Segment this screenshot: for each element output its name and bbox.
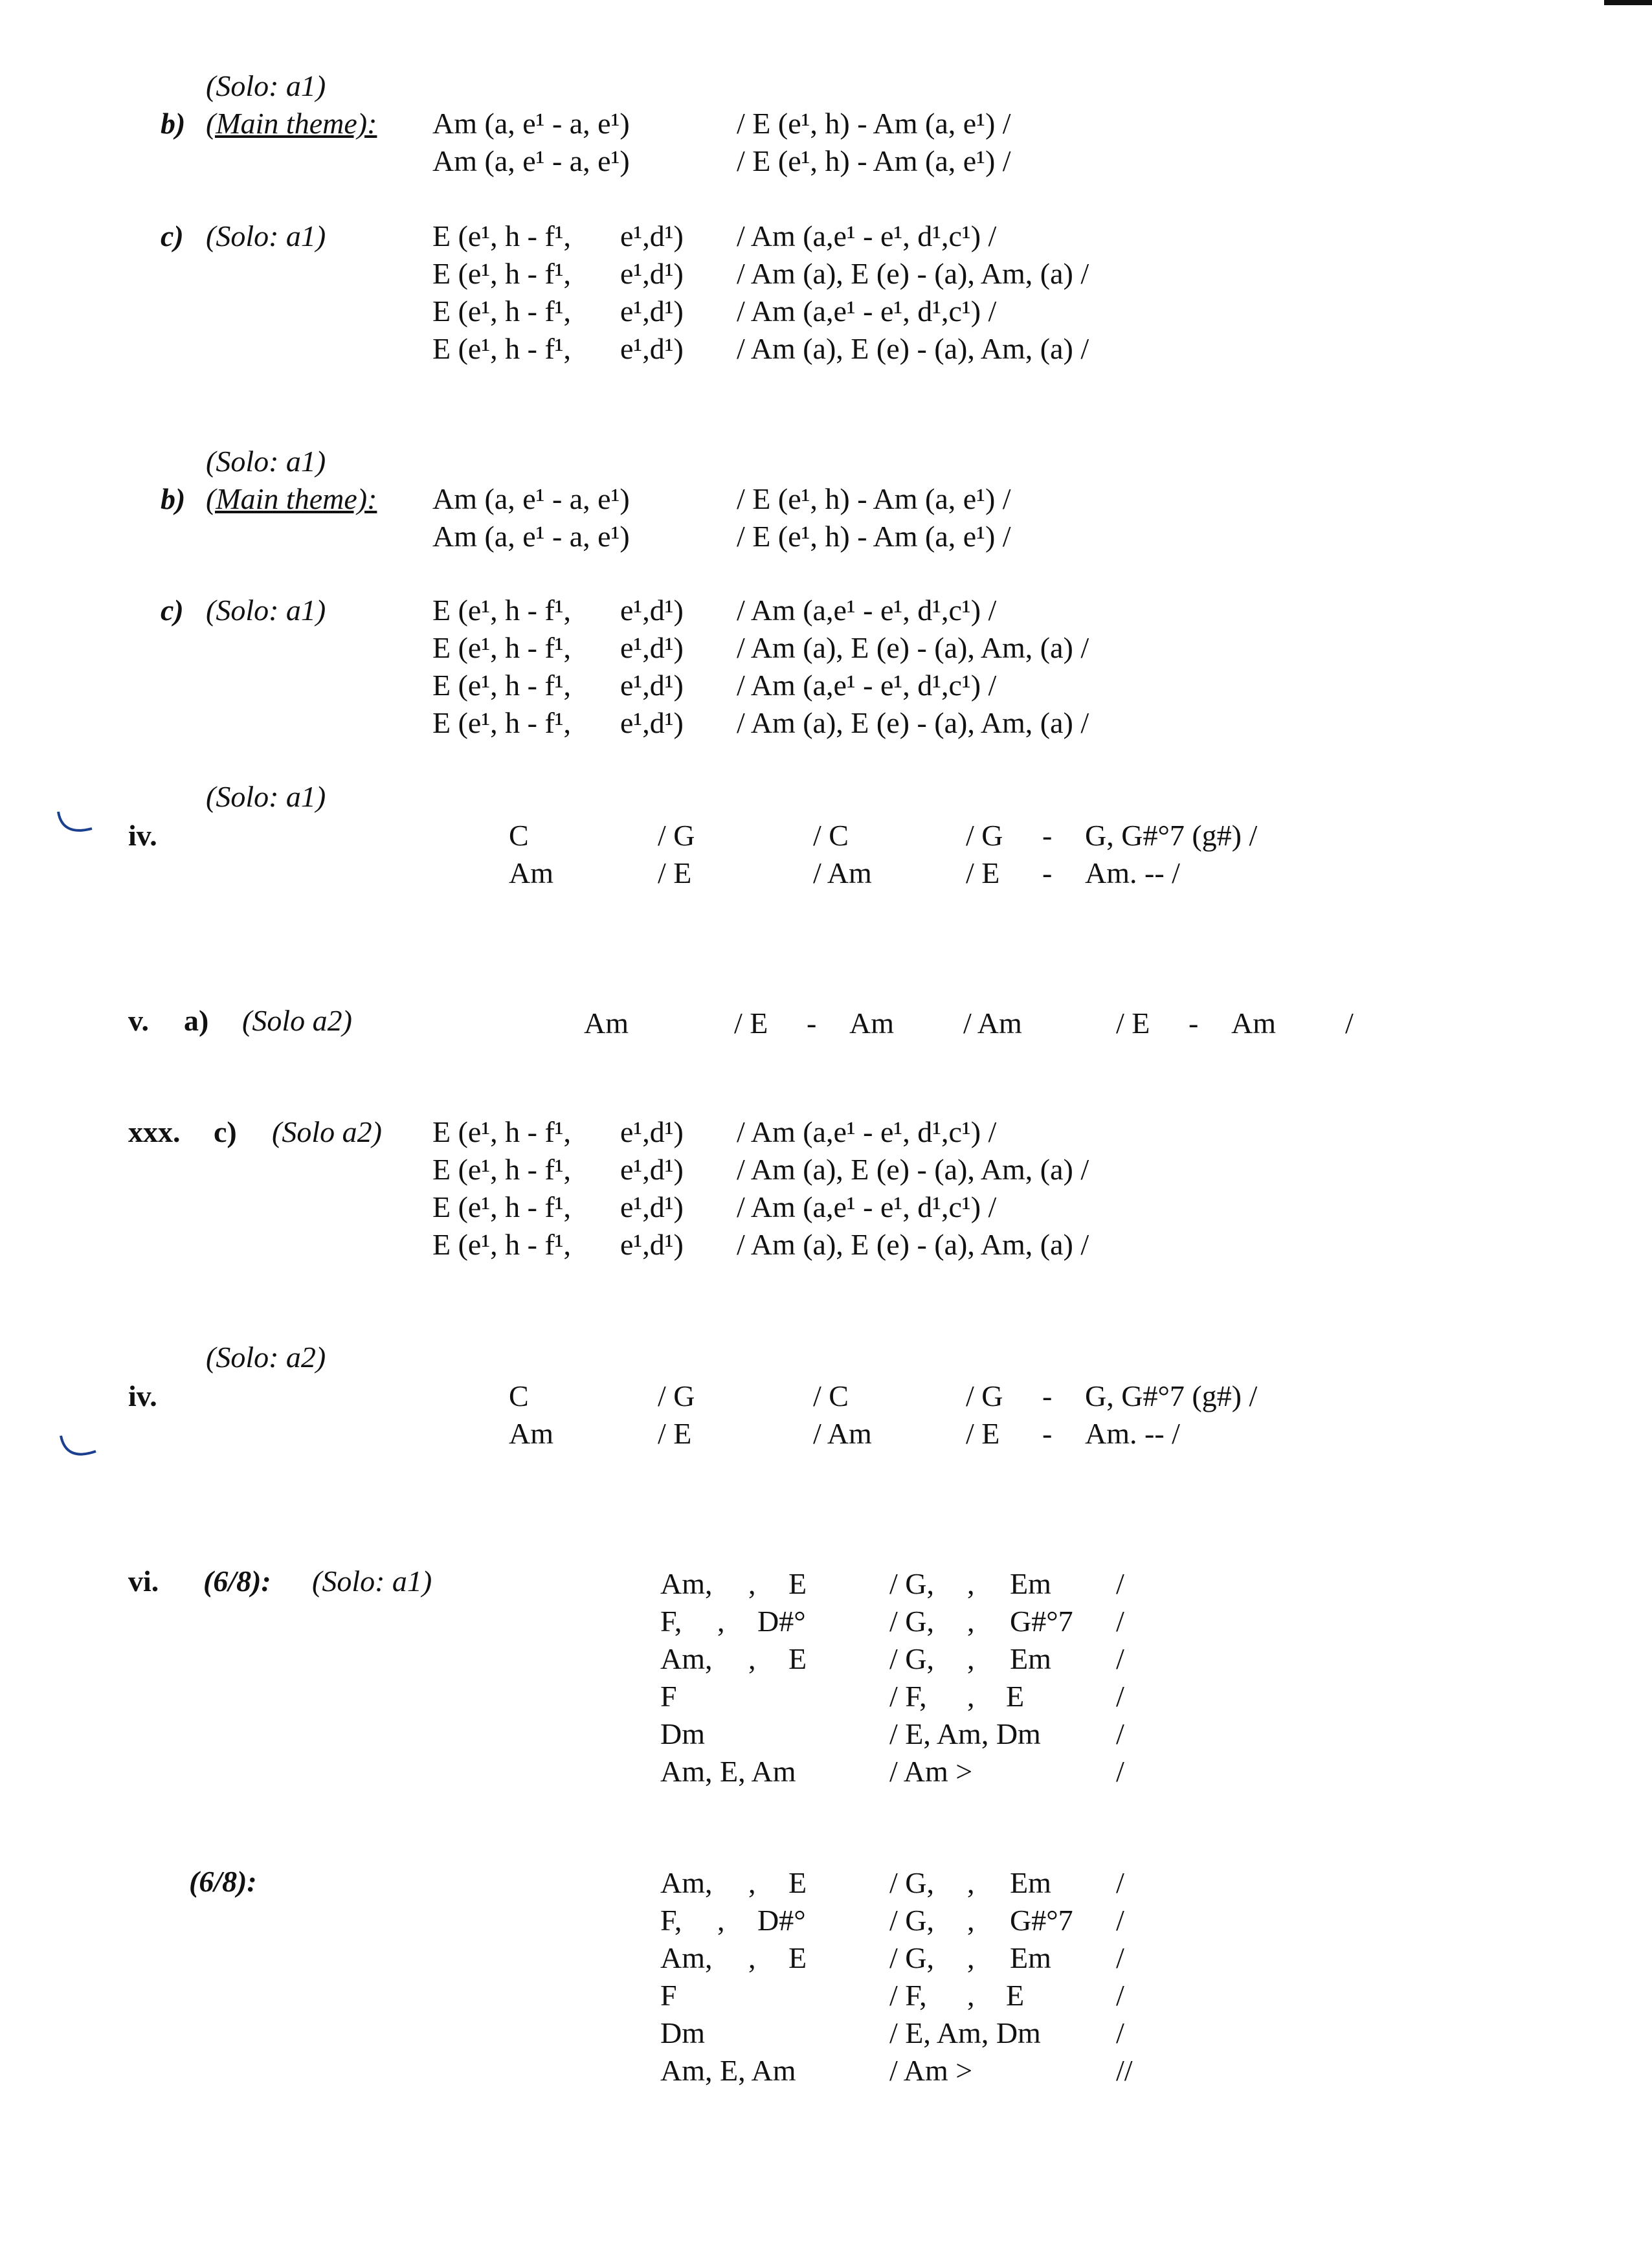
iv1-r1-c2: / G	[658, 819, 695, 852]
theme-c-left-3b2: e¹,d¹)	[620, 1153, 684, 1186]
theme-c-left-2b: E (e¹, h - f¹,	[432, 631, 572, 664]
iv2-r2-c2: / E	[658, 1417, 692, 1450]
v-c8: Am	[1231, 1007, 1276, 1040]
theme-c-right-3d: / Am (a), E (e) - (a), Am, (a) /	[737, 1228, 1089, 1261]
theme-c-left-2c2: e¹,d¹)	[620, 669, 684, 702]
iv2-r2-c1: Am	[509, 1417, 553, 1450]
vi-a-r1-c3: E	[788, 1567, 807, 1600]
vi-a-r4-c1: F	[660, 1680, 677, 1713]
theme-c-left-3d: E (e¹, h - f¹,	[432, 1228, 572, 1261]
iv1-r1-c5: -	[1042, 819, 1053, 852]
vi-a-r4-c6: E	[1006, 1680, 1025, 1713]
theme-c-left-3b: E (e¹, h - f¹,	[432, 1153, 572, 1186]
vi-b-r1-c4: / G,	[889, 1866, 934, 1899]
theme-c-left-3a: E (e¹, h - f¹,	[432, 1115, 572, 1148]
iv2-r1-c2: / G	[658, 1379, 695, 1412]
iv1-r2-c6: Am. -- /	[1085, 856, 1180, 889]
v-c7: -	[1189, 1007, 1199, 1040]
vi-a-r6-c7: /	[1116, 1755, 1124, 1788]
theme-c-right-2c: / Am (a,e¹ - e¹, d¹,c¹) /	[737, 669, 997, 702]
section-c-label-1: c)	[161, 219, 184, 252]
iv1-r1-c3: / C	[813, 819, 849, 852]
vi-b-r2-c7: /	[1116, 1904, 1124, 1937]
main-theme-label-2: (Main theme):	[206, 482, 377, 515]
vi-b-r2-c4: / G,	[889, 1904, 934, 1937]
vi-b-r3-c7: /	[1116, 1941, 1124, 1974]
iv1-r1-c4: / G	[966, 819, 1003, 852]
vi-b-r1-c2: ,	[748, 1866, 756, 1899]
section-v-sub: a)	[184, 1004, 209, 1037]
vi-a-r6-c4: / Am >	[889, 1755, 973, 1788]
theme-c-right-1b: / Am (a), E (e) - (a), Am, (a) /	[737, 257, 1089, 290]
vi-b-r2-c2: ,	[717, 1904, 725, 1937]
iv1-r2-c3: / Am	[813, 856, 872, 889]
vi-b-r4-c6: E	[1006, 1979, 1025, 2012]
vi-a-r1-c2: ,	[748, 1567, 756, 1600]
theme-b-left-1a: Am (a, e¹ - a, e¹)	[432, 107, 630, 140]
theme-c-left-3d2: e¹,d¹)	[620, 1228, 684, 1261]
vi-b-r4-c7: /	[1116, 1979, 1124, 2012]
theme-c-right-3a: / Am (a,e¹ - e¹, d¹,c¹) /	[737, 1115, 997, 1148]
vi-a-r2-c3: D#°	[757, 1605, 806, 1638]
iv2-r2-c6: Am. -- /	[1085, 1417, 1180, 1450]
theme-c-left-1c2: e¹,d¹)	[620, 295, 684, 328]
vi-b-r2-c6: G#°7	[1010, 1904, 1073, 1937]
vi-b-r5-c4: / E, Am, Dm	[889, 2016, 1041, 2049]
iv1-r2-c5: -	[1042, 856, 1053, 889]
solo-label-xxx: (Solo a2)	[272, 1115, 382, 1148]
theme-c-left-2a2: e¹,d¹)	[620, 594, 684, 627]
iv2-r1-c4: / G	[966, 1379, 1003, 1412]
iv1-r2-c4: / E	[966, 856, 1000, 889]
vi-a-r2-c2: ,	[717, 1605, 725, 1638]
vi-a-r3-c5: ,	[967, 1642, 975, 1675]
vi-b-r4-c4: / F,	[889, 1979, 927, 2012]
theme-c-left-2d: E (e¹, h - f¹,	[432, 706, 572, 739]
solo-label-c2: (Solo: a1)	[206, 594, 326, 627]
vi-a-r3-c1: Am,	[660, 1642, 713, 1675]
vi-b-r3-c1: Am,	[660, 1941, 713, 1974]
solo-label-v: (Solo a2)	[242, 1004, 352, 1037]
v-c6: / E	[1116, 1007, 1150, 1040]
theme-c-left-1d: E (e¹, h - f¹,	[432, 332, 572, 365]
margin-bracket-mark-2	[56, 1429, 107, 1468]
theme-c-right-3b: / Am (a), E (e) - (a), Am, (a) /	[737, 1153, 1089, 1186]
vi-a-r3-c2: ,	[748, 1642, 756, 1675]
vi-a-r4-c5: ,	[967, 1680, 975, 1713]
theme-b-left-1b: Am (a, e¹ - a, e¹)	[432, 144, 630, 177]
v-c2: / E	[734, 1007, 768, 1040]
section-b-label-2: b)	[161, 482, 186, 515]
vi-b-r3-c5: ,	[967, 1941, 975, 1974]
theme-c-right-2b: / Am (a), E (e) - (a), Am, (a) /	[737, 631, 1089, 664]
vi-a-r2-c5: ,	[967, 1605, 975, 1638]
theme-b-right-2b: / E (e¹, h) - Am (a, e¹) /	[737, 520, 1011, 553]
meter-label-2: (6/8):	[189, 1865, 257, 1898]
section-iv-label-2: iv.	[128, 1379, 157, 1412]
theme-c-right-3c: / Am (a,e¹ - e¹, d¹,c¹) /	[737, 1190, 997, 1223]
vi-a-r1-c1: Am,	[660, 1567, 713, 1600]
iv2-r1-c3: / C	[813, 1379, 849, 1412]
theme-c-left-2c: E (e¹, h - f¹,	[432, 669, 572, 702]
theme-c-left-3a2: e¹,d¹)	[620, 1115, 684, 1148]
vi-a-r5-c1: Dm	[660, 1717, 705, 1750]
vi-a-r1-c4: / G,	[889, 1567, 934, 1600]
main-theme-label-1: (Main theme):	[206, 107, 377, 140]
vi-a-r2-c7: /	[1116, 1605, 1124, 1638]
iv1-r2-c1: Am	[509, 856, 553, 889]
vi-b-r3-c6: Em	[1010, 1941, 1051, 1974]
theme-c-left-3c: E (e¹, h - f¹,	[432, 1190, 572, 1223]
v-c1: Am	[584, 1007, 629, 1040]
vi-b-r1-c6: Em	[1010, 1866, 1051, 1899]
vi-b-r1-c5: ,	[967, 1866, 975, 1899]
vi-a-r4-c4: / F,	[889, 1680, 927, 1713]
vi-b-r2-c5: ,	[967, 1904, 975, 1937]
theme-c-left-1a: E (e¹, h - f¹,	[432, 219, 572, 252]
vi-a-r4-c7: /	[1116, 1680, 1124, 1713]
vi-a-r5-c7: /	[1116, 1717, 1124, 1750]
margin-bracket-mark-1	[53, 807, 105, 845]
vi-b-r2-c3: D#°	[757, 1904, 806, 1937]
solo-label-vi: (Solo: a1)	[312, 1565, 432, 1598]
iv1-r2-c2: / E	[658, 856, 692, 889]
v-c9: /	[1345, 1007, 1354, 1040]
theme-c-left-1d2: e¹,d¹)	[620, 332, 684, 365]
section-xxx-label: xxx.	[128, 1115, 181, 1148]
theme-c-right-1d: / Am (a), E (e) - (a), Am, (a) /	[737, 332, 1089, 365]
iv2-r2-c5: -	[1042, 1417, 1053, 1450]
v-c4: Am	[849, 1007, 894, 1040]
iv2-r2-c3: / Am	[813, 1417, 872, 1450]
theme-c-left-2b2: e¹,d¹)	[620, 631, 684, 664]
theme-c-left-1c: E (e¹, h - f¹,	[432, 295, 572, 328]
vi-a-r2-c6: G#°7	[1010, 1605, 1073, 1638]
vi-b-r3-c3: E	[788, 1941, 807, 1974]
vi-a-r3-c7: /	[1116, 1642, 1124, 1675]
vi-a-r3-c4: / G,	[889, 1642, 934, 1675]
vi-a-r2-c4: / G,	[889, 1605, 934, 1638]
iv2-r2-c4: / E	[966, 1417, 1000, 1450]
theme-c-right-2d: / Am (a), E (e) - (a), Am, (a) /	[737, 706, 1089, 739]
section-b-label-1: b)	[161, 107, 186, 140]
vi-a-r6-c1: Am, E, Am	[660, 1755, 796, 1788]
theme-c-left-1b: E (e¹, h - f¹,	[432, 257, 572, 290]
vi-b-r6-c1: Am, E, Am	[660, 2054, 796, 2087]
theme-b-left-2a: Am (a, e¹ - a, e¹)	[432, 482, 630, 515]
theme-c-right-2a: / Am (a,e¹ - e¹, d¹,c¹) /	[737, 594, 997, 627]
theme-c-right-1c: / Am (a,e¹ - e¹, d¹,c¹) /	[737, 295, 997, 328]
vi-b-r3-c4: / G,	[889, 1941, 934, 1974]
vi-a-r2-c1: F,	[660, 1605, 682, 1638]
vi-b-r6-c7: //	[1116, 2054, 1133, 2087]
vi-b-r4-c1: F	[660, 1979, 677, 2012]
iv2-r1-c6: G, G#°7 (g#) /	[1085, 1379, 1258, 1412]
vi-b-r5-c1: Dm	[660, 2016, 705, 2049]
theme-b-right-1a: / E (e¹, h) - Am (a, e¹) /	[737, 107, 1011, 140]
iv2-r1-c5: -	[1042, 1379, 1053, 1412]
vi-b-r1-c3: E	[788, 1866, 807, 1899]
solo-label-2: (Solo: a1)	[206, 445, 326, 478]
theme-b-right-2a: / E (e¹, h) - Am (a, e¹) /	[737, 482, 1011, 515]
iv1-r1-c6: G, G#°7 (g#) /	[1085, 819, 1258, 852]
iv2-r1-c1: C	[509, 1379, 529, 1412]
vi-a-r3-c3: E	[788, 1642, 807, 1675]
vi-b-r4-c5: ,	[967, 1979, 975, 2012]
vi-b-r2-c1: F,	[660, 1904, 682, 1937]
solo-label-1: (Solo: a1)	[206, 69, 326, 102]
vi-a-r1-c5: ,	[967, 1567, 975, 1600]
section-iv-label-1: iv.	[128, 819, 157, 852]
theme-c-left-2d2: e¹,d¹)	[620, 706, 684, 739]
theme-b-right-1b: / E (e¹, h) - Am (a, e¹) /	[737, 144, 1011, 177]
solo-label-iv1: (Solo: a1)	[206, 780, 326, 813]
vi-b-r6-c4: / Am >	[889, 2054, 973, 2087]
theme-c-left-2a: E (e¹, h - f¹,	[432, 594, 572, 627]
vi-b-r1-c1: Am,	[660, 1866, 713, 1899]
vi-b-r3-c2: ,	[748, 1941, 756, 1974]
meter-label-1: (6/8):	[203, 1565, 271, 1598]
theme-b-left-2b: Am (a, e¹ - a, e¹)	[432, 520, 630, 553]
theme-c-left-1a2: e¹,d¹)	[620, 219, 684, 252]
section-v-label: v.	[128, 1004, 149, 1037]
section-vi-label: vi.	[128, 1565, 159, 1598]
solo-label-c1: (Solo: a1)	[206, 219, 326, 252]
vi-a-r3-c6: Em	[1010, 1642, 1051, 1675]
corner-mark	[1604, 0, 1652, 5]
section-c-label-2: c)	[161, 594, 184, 627]
vi-b-r1-c7: /	[1116, 1866, 1124, 1899]
iv1-r1-c1: C	[509, 819, 529, 852]
section-xxx-sub: c)	[214, 1115, 237, 1148]
theme-c-left-1b2: e¹,d¹)	[620, 257, 684, 290]
vi-a-r5-c4: / E, Am, Dm	[889, 1717, 1041, 1750]
theme-c-right-1a: / Am (a,e¹ - e¹, d¹,c¹) /	[737, 219, 997, 252]
solo-label-iv2: (Solo: a2)	[206, 1341, 326, 1374]
theme-c-left-3c2: e¹,d¹)	[620, 1190, 684, 1223]
vi-a-r1-c7: /	[1116, 1567, 1124, 1600]
v-c3: -	[807, 1007, 817, 1040]
vi-a-r1-c6: Em	[1010, 1567, 1051, 1600]
v-c5: / Am	[963, 1007, 1022, 1040]
vi-b-r5-c7: /	[1116, 2016, 1124, 2049]
